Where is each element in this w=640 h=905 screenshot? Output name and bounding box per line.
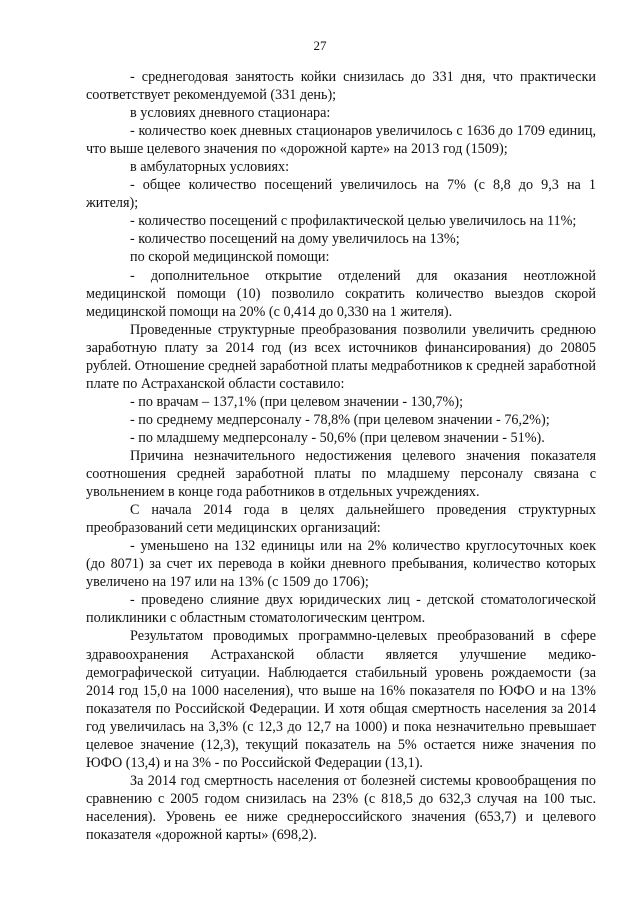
paragraph: - уменьшено на 132 единицы или на 2% количество круглосуточных коек (до 8071) за счет их перевода в койки дневного пребывания, количество которых увеличено на 197 или на 13% (с 1509 до 1706); <box>86 538 596 591</box>
paragraph: С начала 2014 года в целях дальнейшего проведения структурных преобразований сети медицинских организаций: <box>86 502 596 537</box>
paragraph: в условиях дневного стационара: <box>130 105 331 122</box>
paragraph: - проведено слияние двух юридических лиц - детской стоматологической поликлиники с областным стоматологическим центром. <box>86 592 596 627</box>
paragraph: - количество посещений на дому увеличилось на 13%; <box>130 231 460 248</box>
paragraph: - количество коек дневных стационаров увеличилось с 1636 до 1709 единиц, что выше целевого значения по «дорожной карте» на 2013 год (1509); <box>86 123 596 158</box>
page-number: 27 <box>313 38 327 53</box>
paragraph: Проведенные структурные преобразования позволили увеличить среднюю заработную плату за 2014 год (из всех источников финансирования) до 20805 рублей. Отношение средней заработной платы медработников к средней заработной плате по Астраханской области составило: <box>86 321 596 392</box>
paragraph: Результатом проводимых программно-целевых преобразований в сфере здравоохранения Астраханской области является улучшение медико-демографической ситуации. Наблюдается стабильный уровень рождаемости (за 2014 год 15,0 на 1000 населения), что выше на 16% показателя по ЮФО и на 13% показателя по Российской Федерации. И хотя общая смертность населения за 2014 год увеличилась на 3,3% (с 12,3 до 12,7 на 1000) и пока незначительно превышает целевое значение (12,3), текущий показатель на 5% остается ниже значения по ЮФО (13,4) и на 3% - по Российской Федерации (13,1). <box>86 628 596 771</box>
paragraph: в амбулаторных условиях: <box>130 159 290 176</box>
document-body <box>86 68 596 844</box>
paragraph: За 2014 год смертность населения от болезней системы кровообращения по сравнению с 2005 годом снизилась на 23% (с 818,5 до 632,3 случая на 100 тыс. населения). Уровень ее ниже среднероссийского значения (653,7) и целевого показателя «дорожной карты» (698,2). <box>86 772 596 843</box>
paragraph: - количество посещений с профилактической целью увеличилось на 11%; <box>130 213 577 230</box>
paragraph: - дополнительное открытие отделений для оказания неотложной медицинской помощи (10) позволило сократить количество выездов скорой медицинской помощи на 20% (с 0,414 до 0,330 на 1 жителя). <box>86 267 596 320</box>
paragraph: - по среднему медперсоналу - 78,8% (при целевом значении - 76,2%); <box>130 411 550 428</box>
paragraph: по скорой медицинской помощи: <box>130 249 330 266</box>
paragraph: - по младшему медперсоналу - 50,6% (при целевом значении - 51%). <box>130 429 545 446</box>
paragraph: Причина незначительного недостижения целевого значения показателя соотношения средней заработной платы по младшему персоналу связана с увольнением в конце года работников в отдельных учреждениях. <box>86 447 596 501</box>
paragraph: - среднегодовая занятость койки снизилась до 331 дня, что практически соответствует рекомендуемой (331 день); <box>86 69 596 104</box>
paragraph: - общее количество посещений увеличилось на 7% (с 8,8 до 9,3 на 1 жителя); <box>86 177 596 212</box>
paragraph: - по врачам – 137,1% (при целевом значении - 130,7%); <box>130 393 464 410</box>
